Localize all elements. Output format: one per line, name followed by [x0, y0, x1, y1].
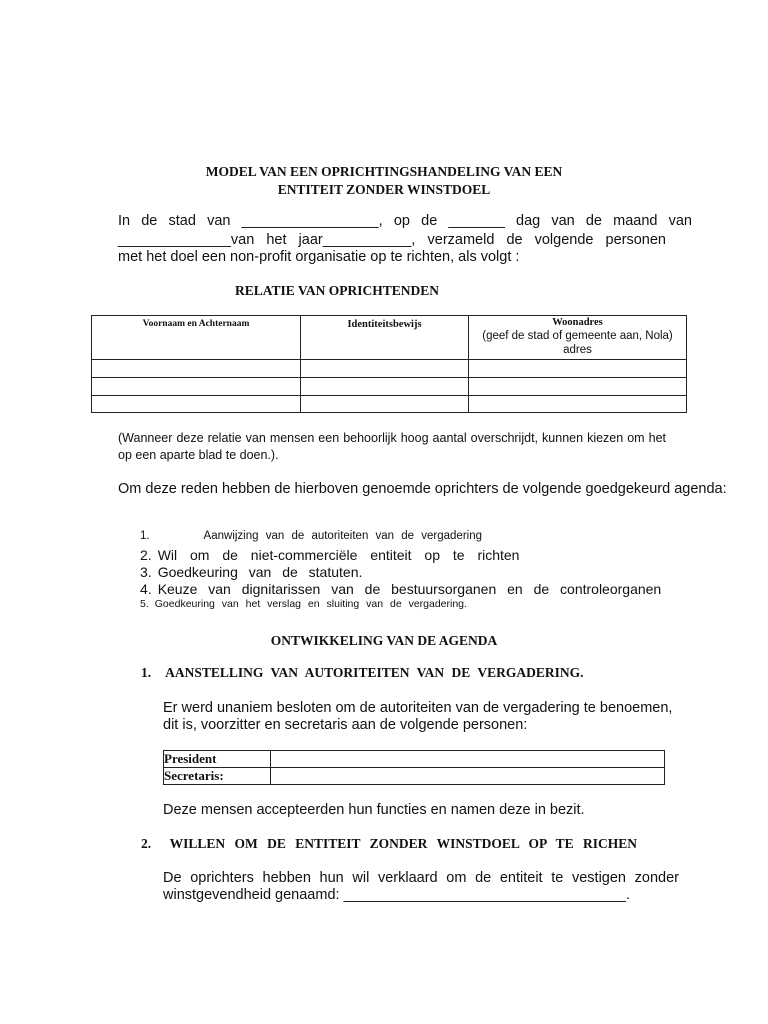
agenda-item-text: Wil om de niet-commerciële entiteit op te richten — [157, 547, 520, 563]
founders-row — [92, 396, 687, 413]
document-title-line2: ENTITEIT ZONDER WINSTDOEL — [277, 182, 491, 197]
founders-row — [92, 360, 687, 378]
note-paragraph: (Wanneer deze relatie van mensen een behoorlijk hoog aantal overschrijdt, kunnen kiezen om het op een aparte blad te doen.). — [118, 431, 666, 462]
founders-table — [91, 315, 687, 413]
founders-cell[interactable] — [301, 396, 469, 413]
founders-cell[interactable] — [92, 378, 301, 396]
agenda-item-text: 4. — [140, 581, 152, 597]
founders-cell[interactable] — [301, 360, 469, 378]
document-title-line1: MODEL VAN EEN OPRICHTINGSHANDELING VAN EEN — [205, 164, 563, 179]
appointment-line2: dit is, voorzitter en secretaris aan de volgende personen: — [163, 717, 528, 733]
heading-will: 2. WILLEN OM DE ENTITEIT ZONDER WINSTDOEL OP TE RICHEN — [141, 836, 637, 851]
secretary-label: Secretaris: — [164, 768, 271, 785]
intro-line3: met het doel een non-profit organisatie op te richten, als volgt : — [118, 249, 520, 265]
secretary-field[interactable] — [271, 768, 665, 785]
founders-header-name: Voornaam en Achternaam — [92, 316, 301, 360]
founders-cell[interactable] — [92, 360, 301, 378]
founders-cell[interactable] — [469, 378, 687, 396]
agenda-item — [140, 581, 700, 597]
agenda-item-text: 5. — [140, 598, 149, 610]
agenda-item-text: Goedkeuring van het verslag en sluiting van de vergadering. — [154, 598, 467, 610]
will-line2: winstgevendheid genaamd: ___________________________________. — [163, 887, 630, 903]
founders-cell[interactable] — [301, 378, 469, 396]
founders-row — [92, 378, 687, 396]
agenda-item-text: Aanwijzing van de autoriteiten van de vergadering — [203, 530, 482, 542]
heading-appointment: 1. AANSTELLING VAN AUTORITEITEN VAN DE VERGADERING. — [141, 665, 584, 680]
development-section-heading: ONTWIKKELING VAN DE AGENDA — [270, 633, 498, 648]
agenda-item-text: Goedkeuring van de statuten. — [157, 564, 363, 580]
agenda-item — [140, 530, 482, 542]
intro-line2: ______________van het jaar___________, verzameld de volgende personen — [118, 232, 666, 248]
appointment-line1: Er werd unaniem besloten om de autoriteiten van de vergadering te benoemen, — [163, 700, 673, 716]
founders-header-id: Identiteitsbewijs — [301, 316, 469, 360]
agenda-item-text: Keuze van dignitarissen van de bestuursorganen en de controleorganen — [157, 581, 662, 597]
president-field[interactable] — [271, 751, 665, 768]
agenda-item-text: 1. — [140, 530, 150, 542]
acceptance-text: Deze mensen accepteerden hun functies en namen deze in bezit. — [163, 802, 585, 818]
agenda-item — [140, 547, 530, 563]
founders-cell[interactable] — [92, 396, 301, 413]
officers-table — [163, 750, 665, 785]
founders-header-address: Woonadres (geef de stad of gemeente aan, Nola) adres — [469, 316, 687, 360]
founders-cell[interactable] — [469, 360, 687, 378]
will-line1: De oprichters hebben hun wil verklaard om de entiteit te vestigen zonder — [163, 870, 679, 886]
president-label: President — [164, 751, 271, 768]
founders-section-heading: RELATIE VAN OPRICHTENDEN — [235, 283, 440, 298]
agenda-item-text: 2. — [140, 547, 152, 563]
intro-line1: In de stad van _________________, op de _______ dag van de maand van — [118, 213, 692, 229]
agenda-item-text: 3. — [140, 564, 152, 580]
founders-cell[interactable] — [469, 396, 687, 413]
agenda-item — [140, 598, 700, 610]
reason-paragraph: Om deze reden hebben de hierboven genoemde oprichters de volgende goedgekeurd agenda: — [118, 481, 727, 497]
agenda-item — [140, 564, 700, 580]
